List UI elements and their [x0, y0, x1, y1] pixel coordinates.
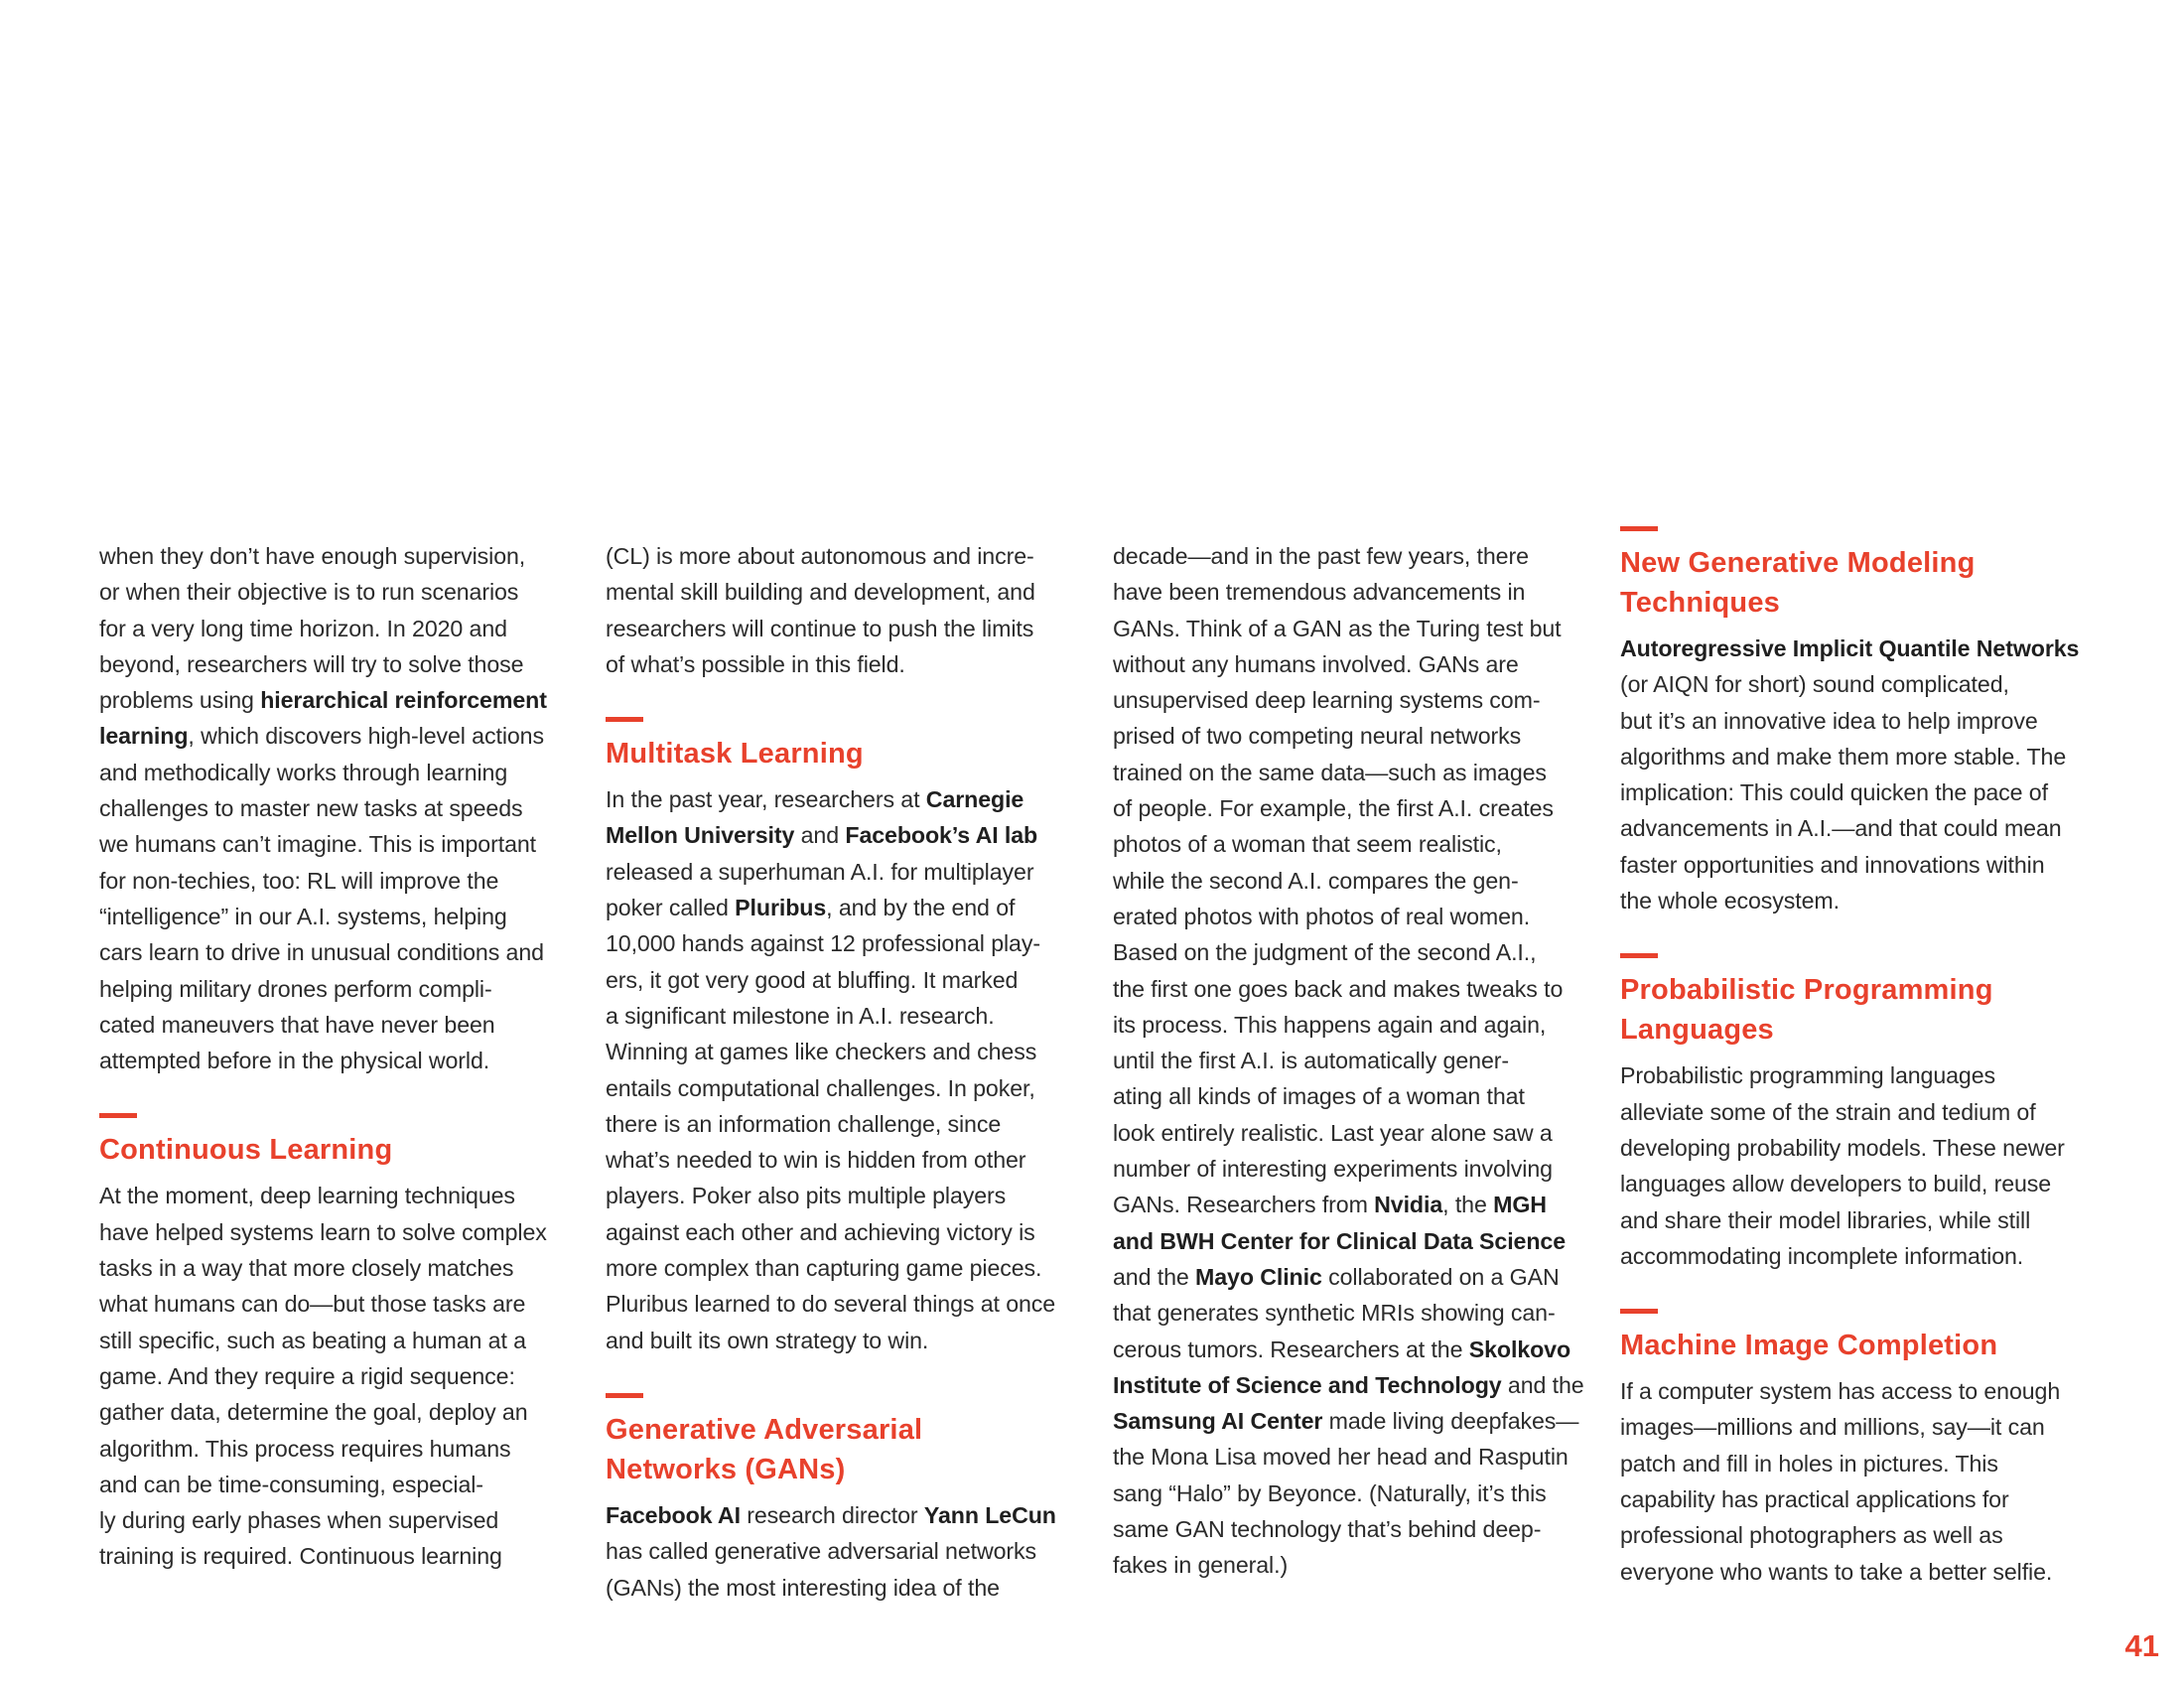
text-line: Samsung AI Center made living deepfakes—: [1113, 1408, 1579, 1435]
text-line: while the second A.I. compares the gen-: [1113, 867, 1519, 894]
text-line: Mellon University and Facebook’s AI lab: [606, 822, 1038, 849]
body-text: [99, 538, 576, 1078]
column-1: [99, 538, 576, 1575]
text-line: algorithm. This process requires humans: [99, 1435, 511, 1462]
emphasized-term: Facebook AI: [606, 1501, 741, 1528]
text-line: cerous tumors. Researchers at the Skolkovo: [1113, 1336, 1571, 1362]
emphasized-term: Yann LeCun: [923, 1501, 1056, 1528]
text-line: implication: This could quicken the pace of: [1620, 779, 2048, 806]
emphasized-term: Samsung AI Center: [1113, 1408, 1323, 1435]
text-line: ating all kinds of images of a woman that: [1113, 1083, 1525, 1110]
page-number: 41: [2124, 1628, 2159, 1663]
text-line: Based on the judgment of the second A.I.,: [1113, 939, 1537, 966]
text-line: advancements in A.I.—and that could mean: [1620, 815, 2062, 842]
text-line: photos of a woman that seem realistic,: [1113, 831, 1502, 858]
text-line: everyone who wants to take a better selfie.: [1620, 1558, 2053, 1585]
text-line: look entirely realistic. Last year alone saw a: [1113, 1119, 1553, 1146]
text-line: languages allow developers to build, reuse: [1620, 1171, 2052, 1197]
text-line: beyond, researchers will try to solve those: [99, 650, 524, 677]
text-line: we humans can’t imagine. This is important: [99, 831, 536, 858]
emphasized-term: Institute of Science and Technology: [1113, 1371, 1502, 1398]
text-line: New Generative Modeling: [1620, 547, 1976, 579]
text-line: (GANs) the most interesting idea of the: [606, 1574, 1000, 1601]
body-text: [1620, 1057, 2107, 1274]
text-line: Networks (GANs): [606, 1453, 846, 1485]
text-line: the whole ecosystem.: [1620, 888, 1840, 914]
text-line: game. And they require a rigid sequence:: [99, 1362, 515, 1389]
text-line: still specific, such as beating a human at a: [99, 1327, 526, 1353]
text-line: Winning at games like checkers and chess: [606, 1039, 1037, 1065]
text-line: and built its own strategy to win.: [606, 1327, 929, 1353]
body-text: [606, 538, 1082, 682]
text-line: and can be time-consuming, especial-: [99, 1471, 483, 1497]
text-line: professional photographers as well as: [1620, 1522, 2003, 1549]
text-line: sang “Halo” by Beyonce. (Naturally, it’s this: [1113, 1479, 1547, 1506]
text-line: helping military drones perform compli-: [99, 975, 492, 1002]
emphasized-term: learning: [99, 723, 189, 750]
text-line: faster opportunities and innovations within: [1620, 851, 2045, 878]
emphasized-term: Autoregressive Implicit Quantile Networks: [1620, 635, 2080, 661]
text-line: Continuous Learning: [99, 1134, 393, 1167]
text-line: for a very long time horizon. In 2020 and: [99, 615, 507, 641]
text-line: erated photos with photos of real women.: [1113, 903, 1531, 929]
heading-accent-bar: [606, 1393, 643, 1398]
text-line: against each other and achieving victory is: [606, 1218, 1035, 1245]
heading-accent-bar: [1620, 526, 1658, 531]
text-line: accommodating incomplete information.: [1620, 1242, 2024, 1269]
text-line: “intelligence” in our A.I. systems, helping: [99, 903, 507, 929]
text-line: Institute of Science and Technology and the: [1113, 1371, 1584, 1398]
text-line: or when their objective is to run scenarios: [99, 579, 519, 606]
text-line: have helped systems learn to solve complex: [99, 1218, 547, 1245]
emphasized-term: Carnegie: [925, 786, 1024, 813]
text-line: challenges to master new tasks at speeds: [99, 795, 523, 822]
text-line: for non-techies, too: RL will improve the: [99, 867, 499, 894]
text-line: learning, which discovers high-level actions: [99, 723, 544, 750]
heading-accent-bar: [606, 717, 643, 722]
text-line: the first one goes back and makes tweaks to: [1113, 975, 1564, 1002]
text-line: Techniques: [1620, 587, 1780, 619]
text-line: released a superhuman A.I. for multiplayer: [606, 858, 1034, 885]
column-3: [1113, 538, 1589, 1584]
text-line: attempted before in the physical world.: [99, 1048, 490, 1074]
body-text: [606, 1497, 1082, 1606]
text-line: trained on the same data—such as images: [1113, 759, 1547, 785]
text-line: (CL) is more about autonomous and incre-: [606, 543, 1034, 569]
text-line: GANs. Think of a GAN as the Turing test but: [1113, 615, 1562, 641]
text-line: same GAN technology that’s behind deep-: [1113, 1516, 1542, 1543]
text-line: when they don’t have enough supervision,: [99, 543, 526, 569]
text-line: If a computer system has access to enough: [1620, 1378, 2061, 1405]
heading-continuous-learning: [99, 1130, 576, 1170]
heading-multitask-learning: [606, 734, 1082, 774]
text-line: researchers will continue to push the limits: [606, 615, 1034, 641]
text-line: cars learn to drive in unusual conditions and: [99, 939, 544, 966]
text-line: Multitask Learning: [606, 738, 864, 771]
text-line: a significant milestone in A.I. research.: [606, 1002, 995, 1029]
text-line: number of interesting experiments involving: [1113, 1156, 1553, 1183]
text-line: entails computational challenges. In poker,: [606, 1074, 1035, 1101]
text-line: (or AIQN for short) sound complicated,: [1620, 671, 2009, 698]
heading-machine-image-completion: [1620, 1326, 2107, 1365]
text-line: At the moment, deep learning techniques: [99, 1183, 515, 1209]
heading-accent-bar: [99, 1113, 137, 1118]
text-line: capability has practical applications for: [1620, 1486, 2009, 1513]
text-line: mental skill building and development, and: [606, 579, 1035, 606]
body-text: [606, 781, 1082, 1358]
text-line: there is an information challenge, since: [606, 1110, 1002, 1137]
text-line: Machine Image Completion: [1620, 1330, 1998, 1362]
text-line: training is required. Continuous learning: [99, 1543, 502, 1570]
text-line: In the past year, researchers at Carnegie: [606, 786, 1024, 813]
text-line: unsupervised deep learning systems com-: [1113, 687, 1541, 714]
text-line: without any humans involved. GANs are: [1113, 650, 1519, 677]
text-line: and methodically works through learning: [99, 759, 508, 785]
heading-accent-bar: [1620, 1309, 1658, 1314]
text-line: Languages: [1620, 1014, 1774, 1047]
text-line: the Mona Lisa moved her head and Rasputin: [1113, 1444, 1569, 1471]
text-line: Facebook AI research director Yann LeCun: [606, 1501, 1056, 1528]
text-line: gather data, determine the goal, deploy an: [99, 1399, 528, 1426]
emphasized-term: Mayo Clinic: [1195, 1263, 1322, 1290]
text-line: more complex than capturing game pieces.: [606, 1255, 1042, 1282]
text-line: have been tremendous advancements in: [1113, 579, 1526, 606]
text-line: 10,000 hands against 12 professional play-: [606, 930, 1040, 957]
text-line: alleviate some of the strain and tedium of: [1620, 1098, 2036, 1125]
text-line: developing probability models. These newer: [1620, 1134, 2065, 1161]
text-line: Pluribus learned to do several things at once: [606, 1291, 1056, 1318]
text-line: algorithms and make them more stable. The: [1620, 743, 2067, 770]
heading-accent-bar: [1620, 953, 1658, 958]
body-text: [99, 1178, 576, 1574]
text-line: cated maneuvers that have never been: [99, 1011, 495, 1038]
emphasized-term: and BWH Center for Clinical Data Science: [1113, 1227, 1566, 1254]
heading-gans: [606, 1410, 1082, 1489]
text-line: [1113, 1223, 1589, 1259]
text-line: Generative Adversarial: [606, 1413, 923, 1446]
text-line: [1620, 631, 2107, 666]
emphasized-term: Pluribus: [735, 895, 827, 921]
text-line: prised of two competing neural networks: [1113, 723, 1522, 750]
emphasized-term: Mellon University: [606, 822, 795, 849]
text-line: but it’s an innovative idea to help improve: [1620, 707, 2038, 734]
emphasized-term: Skolkovo: [1468, 1336, 1571, 1362]
emphasized-term: Facebook’s AI lab: [845, 822, 1038, 849]
text-line: ers, it got very good at bluffing. It marked: [606, 966, 1019, 993]
text-line: patch and fill in holes in pictures. This: [1620, 1450, 1998, 1477]
emphasized-term: hierarchical reinforcement: [260, 687, 547, 714]
text-line: of people. For example, the first A.I. creates: [1113, 795, 1554, 822]
text-line: tasks in a way that more closely matches: [99, 1255, 514, 1282]
heading-new-generative-modeling: [1620, 543, 2107, 623]
text-line: until the first A.I. is automatically gener-: [1113, 1048, 1509, 1074]
body-text: [1113, 538, 1589, 1584]
body-text: [1620, 631, 2107, 918]
text-line: what’s needed to win is hidden from other: [606, 1147, 1026, 1174]
text-line: images—millions and millions, say—it can: [1620, 1414, 2045, 1441]
text-line: ly during early phases when supervised: [99, 1507, 499, 1534]
text-line: its process. This happens again and again,: [1113, 1011, 1547, 1038]
text-line: fakes in general.): [1113, 1552, 1289, 1579]
text-line: Probabilistic Programming: [1620, 974, 1993, 1007]
text-line: problems using hierarchical reinforcement: [99, 687, 547, 714]
body-text: [1620, 1373, 2107, 1590]
text-line: GANs. Researchers from Nvidia, the MGH: [1113, 1192, 1547, 1218]
text-line: and share their model libraries, while still: [1620, 1206, 2031, 1233]
text-line: decade—and in the past few years, there: [1113, 543, 1529, 569]
text-line: Probabilistic programming languages: [1620, 1062, 1996, 1089]
text-line: players. Poker also pits multiple players: [606, 1183, 1007, 1209]
text-line: that generates synthetic MRIs showing can-: [1113, 1300, 1556, 1327]
text-line: has called generative adversarial networks: [606, 1538, 1037, 1565]
emphasized-term: Nvidia: [1374, 1192, 1443, 1218]
text-line: what humans can do—but those tasks are: [99, 1291, 526, 1318]
column-4: [1620, 526, 2107, 1590]
emphasized-term: MGH: [1493, 1192, 1547, 1218]
text-line: poker called Pluribus, and by the end of: [606, 895, 1016, 921]
text-line: of what’s possible in this field.: [606, 650, 905, 677]
column-2: [606, 538, 1082, 1606]
heading-probabilistic-programming: [1620, 970, 2107, 1050]
text-line: and the Mayo Clinic collaborated on a GAN: [1113, 1263, 1560, 1290]
